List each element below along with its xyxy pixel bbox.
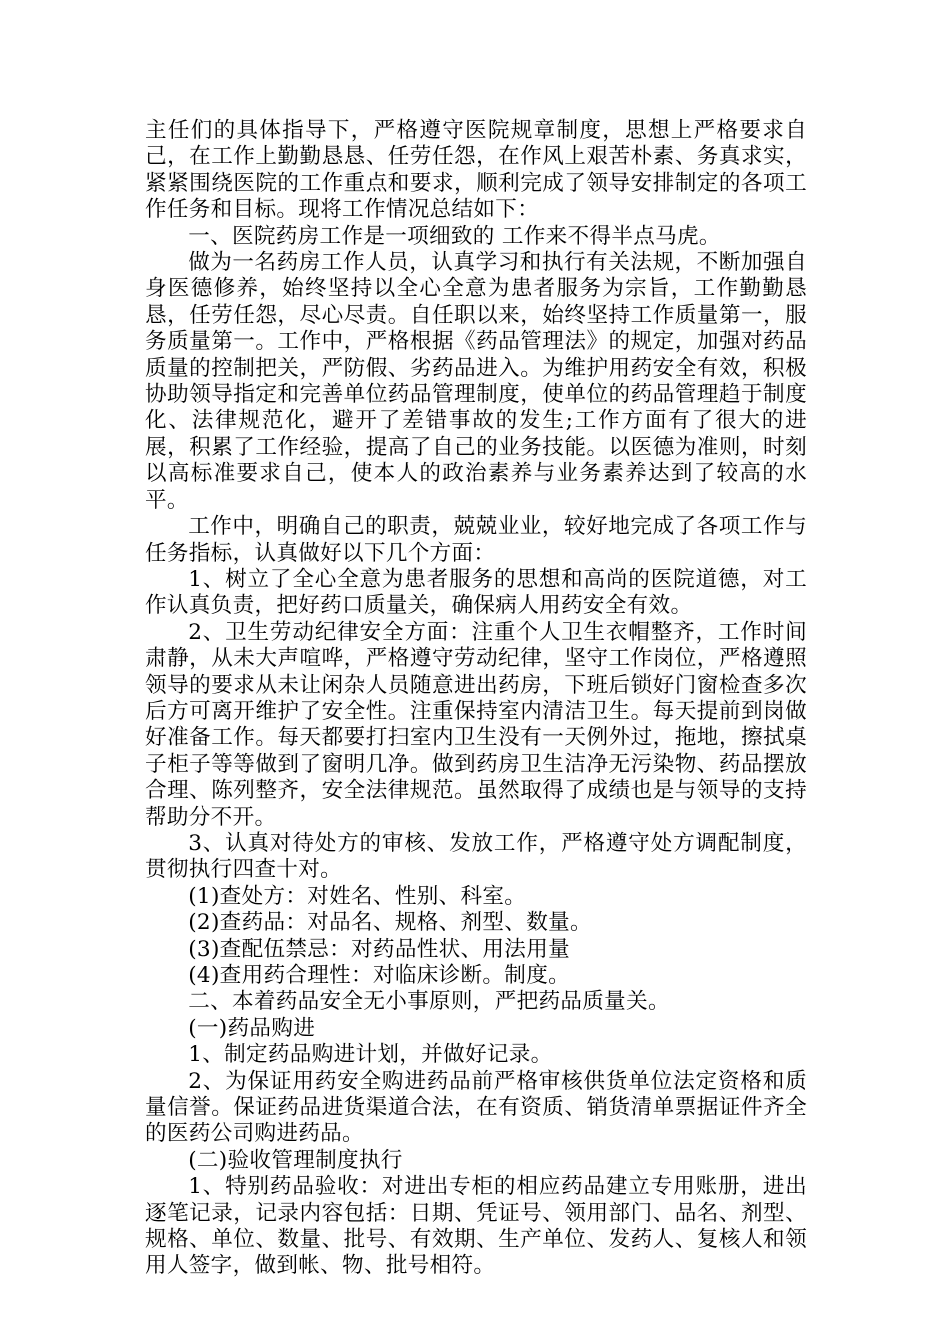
document-body (145, 118, 807, 1280)
paragraph: 做为一名药房工作人员，认真学习和执行有关法规，不断加强自身医德修养，始终坚持以全心全意为患者服务为宗旨，工作勤勤恳恳，任劳任怨，尽心尽责。自任职以来，始终坚持工作质量第一，服务质量第一。工作中，严格根据《药品管理法》的规定，加强对药品质量的控制把关，严防假、劣药品进入。为维护用药安全有效，积极协助领导指定和完善单位药品管理制度，使单位的药品管理趋于制度化、法律规范化，避开了差错事故的发生;工作方面有了很大的进展，积累了工作经验，提高了自己的业务技能。以医德为准则，时刻以高标准要求自己，使本人的政治素养与业务素养达到了较高的水平。 (145, 250, 807, 513)
list-item: (2)查药品：对品名、规格、剂型、数量。 (188, 910, 592, 936)
list-item: 3、认真对待处方的审核、发放工作，严格遵守处方调配制度，贯彻执行四查十对。 (145, 830, 807, 883)
section-heading: 一、医院药房工作是一项细致的 工作来不得半点马虎。 (188, 223, 721, 249)
paragraph: 主任们的具体指导下，严格遵守医院规章制度，思想上严格要求自己，在工作上勤勤恳恳、任劳任怨，在作风上艰苦朴素、务真求实，紧紧围绕医院的工作重点和要求，顺利完成了领导安排制定的各项工作任务和目标。现将工作情况总结如下： (145, 118, 807, 223)
list-item: (1)查处方：对姓名、性别、科室。 (188, 883, 527, 909)
list-item: (3)查配伍禁忌：对药品性状、用法用量 (188, 936, 570, 962)
list-item: (4)查用药合理性：对临床诊断。制度。 (188, 963, 570, 988)
list-item: 1、特别药品验收：对进出专柜的相应药品建立专用账册，进出逐笔记录，记录内容包括：日期、凭证号、领用部门、品名、剂型、规格、单位、数量、批号、有效期、生产单位、发药人、复核人和领用人签字，做到帐、物、批号相符。 (145, 1174, 807, 1279)
section-heading: 二、本着药品安全无小事原则，严把药品质量关。 (188, 989, 670, 1015)
list-item: 1、树立了全心全意为患者服务的思想和高尚的医院道德，对工作认真负责，把好药口质量关，确保病人用药安全有效。 (145, 566, 807, 619)
list-item: 2、为保证用药安全购进药品前严格审核供货单位法定资格和质量信誉。保证药品进货渠道合法，在有资质、销货清单票据证件齐全的医药公司购进药品。 (145, 1068, 807, 1147)
list-item: 1、制定药品购进计划，并做好记录。 (188, 1042, 553, 1068)
subsection-heading: (二)验收管理制度执行 (188, 1147, 403, 1173)
list-item: 2、卫生劳动纪律安全方面：注重个人卫生衣帽整齐，工作时间肃静，从未大声喧哗，严格遵守劳动纪律，坚守工作岗位，严格遵照领导的要求从未让闲杂人员随意进出药房，下班后锁好门窗检查多次后方可离开维护了安全性。注重保持室内清洁卫生。每天提前到岗做好准备工作。每天都要打扫室内卫生没有一天例外过，拖地，擦拭桌子柜子等等做到了窗明几净。做到药房卫生洁净无污染物、药品摆放合理、陈列整齐，安全法律规范。虽然取得了成绩也是与领导的支持帮助分不开。 (145, 619, 807, 830)
subsection-heading: (一)药品购进 (188, 1015, 316, 1041)
paragraph: 工作中，明确自己的职责，兢兢业业，较好地完成了各项工作与任务指标，认真做好以下几个方面： (145, 514, 807, 566)
